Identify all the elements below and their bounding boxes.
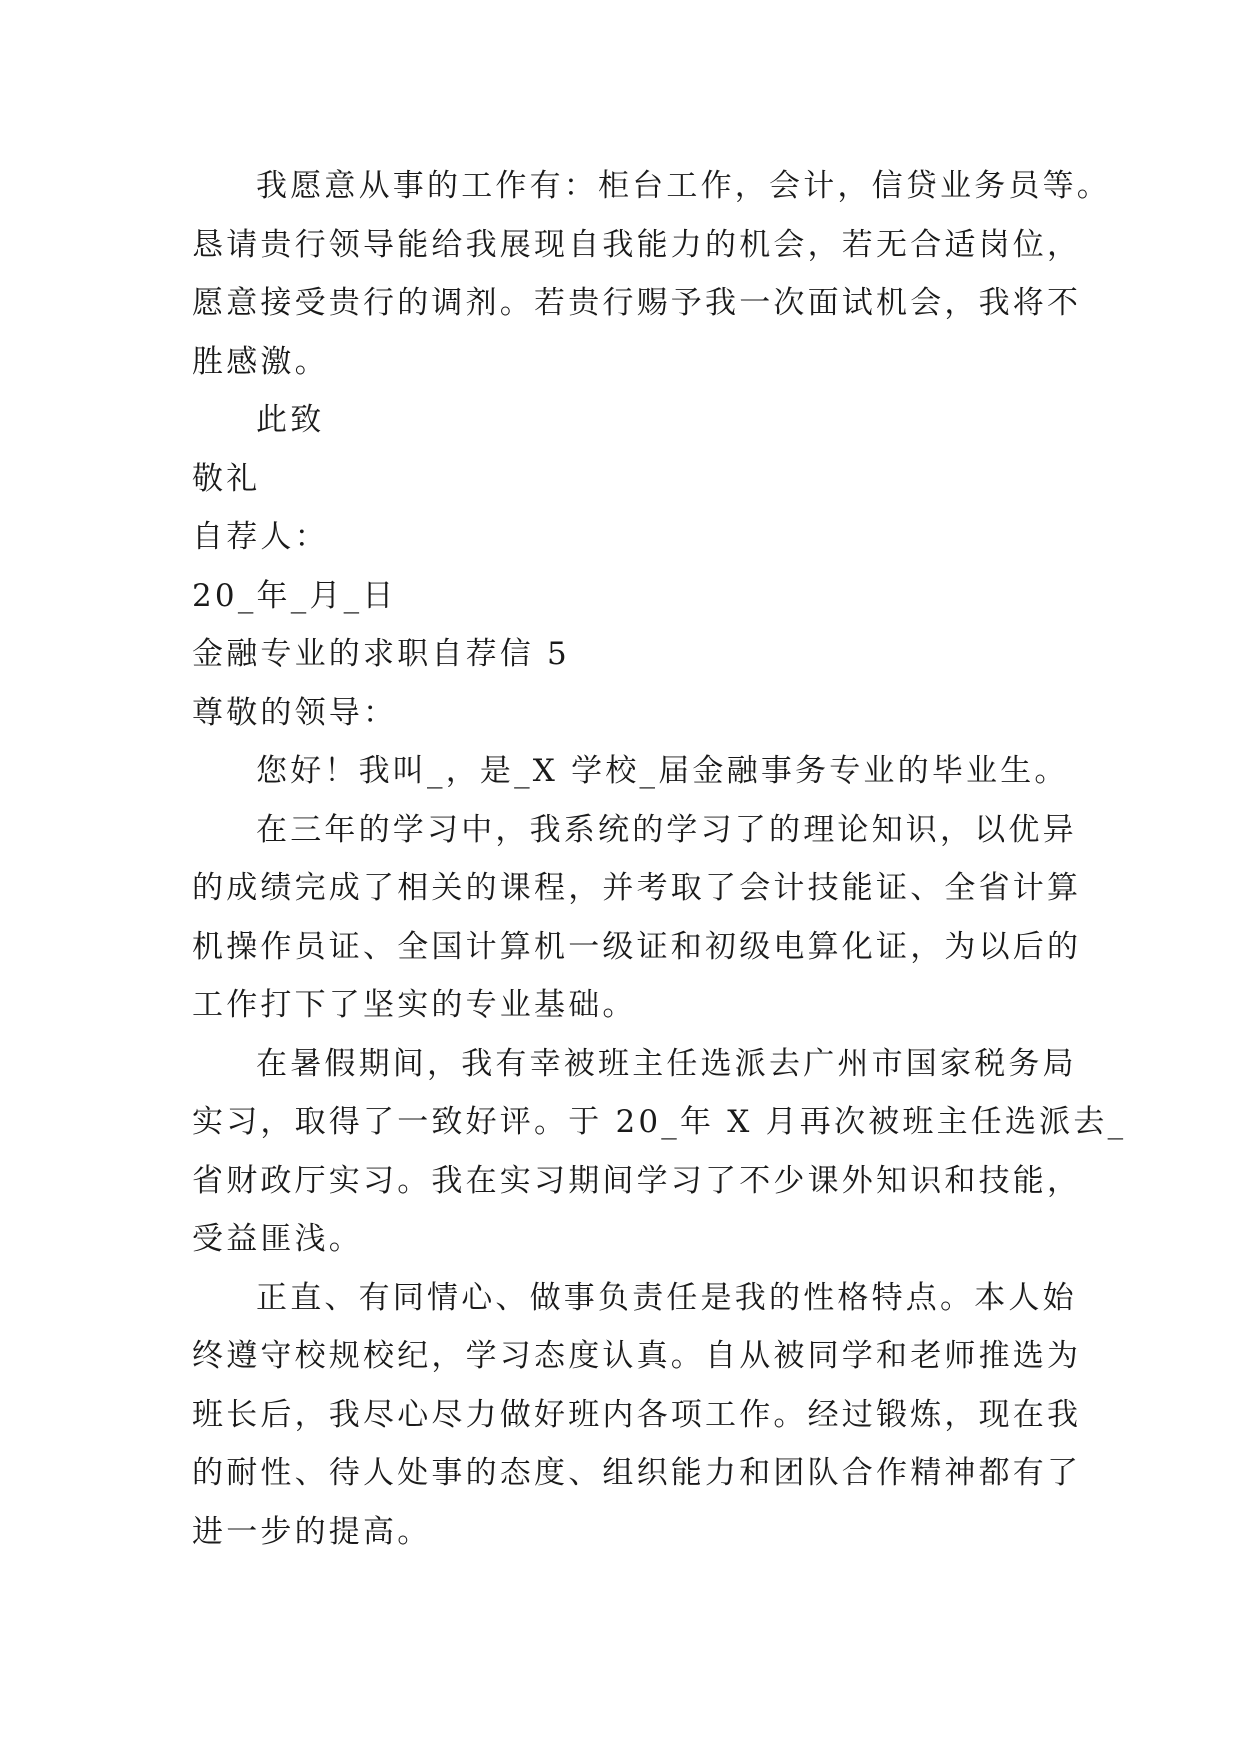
text-line: 受益匪浅。: [192, 1221, 363, 1257]
text-line: 的耐性、待人处事的态度、组织能力和团队合作精神都有了: [192, 1455, 1082, 1491]
text-line: 机操作员证、全国计算机一级证和初级电算化证，为以后的: [192, 928, 1082, 965]
text-line: 恳请贵行领导能给我展现自我能力的机会，若无合适岗位，: [192, 226, 1082, 263]
text-line: 在三年的学习中，我系统的学习了的理论知识，以优异: [256, 811, 1077, 848]
text-line: 正直、有同情心、做事负责任是我的性格特点。本人始: [256, 1279, 1077, 1316]
text-line: 的成绩完成了相关的课程，并考取了会计技能证、全省计算: [192, 870, 1082, 906]
text-line: 进一步的提高。: [192, 1513, 432, 1550]
text-line: 您好！我叫_，是_X 学校_届金融事务专业的毕业生。: [256, 753, 1069, 789]
text-line: 实习，取得了一致好评。于 20_年 X 月再次被班主任选派去_: [192, 1104, 1127, 1140]
signature-label: 自荐人：: [192, 519, 329, 555]
document-body: [192, 157, 1127, 1561]
closing-salutation: 此致: [256, 402, 325, 438]
text-line: 终遵守校规校纪，学习态度认真。自从被同学和老师推选为: [192, 1338, 1082, 1374]
greeting: 尊敬的领导：: [192, 694, 398, 731]
date-line: 20_年_月_日: [192, 577, 397, 614]
closing-regards: 敬礼: [192, 460, 261, 497]
text-line: 我愿意从事的工作有：柜台工作，会计，信贷业务员等。: [256, 168, 1111, 204]
text-line: 愿意接受贵行的调剂。若贵行赐予我一次面试机会，我将不: [192, 285, 1082, 321]
section-title: 金融专业的求职自荐信 5: [192, 636, 570, 672]
text-line: 省财政厅实习。我在实习期间学习了不少课外知识和技能，: [192, 1162, 1082, 1199]
text-line: 班长后，我尽心尽力做好班内各项工作。经过锻炼，现在我: [192, 1396, 1082, 1433]
text-line: 工作打下了坚实的专业基础。: [192, 987, 637, 1023]
text-line: 胜感激。: [192, 343, 329, 380]
text-line: 在暑假期间，我有幸被班主任选派去广州市国家税务局: [256, 1045, 1077, 1082]
